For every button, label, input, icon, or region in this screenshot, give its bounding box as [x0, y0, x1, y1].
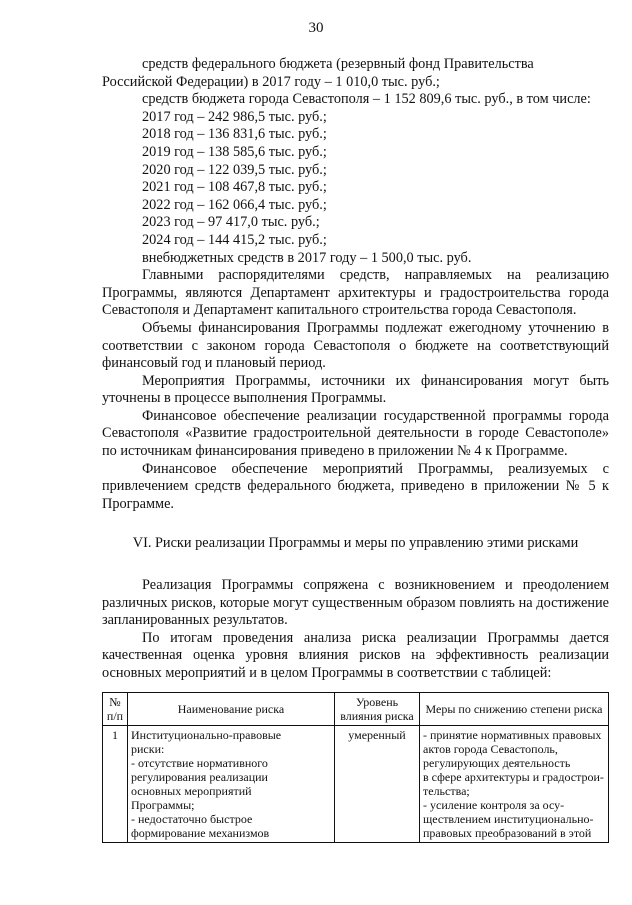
paragraph-risks-intro: Реализация Программы сопряжена с возникновением и преодолением различных рисков, которые могут существенным образом повлиять на достижение запланированных результатов. [102, 577, 609, 629]
measure-line: правовых преобразований в этой [423, 826, 592, 840]
paragraph-main-managers: Главными распорядителями средств, направляемых на реализацию Программы, являются Департамент архитектуры и градостроительства города Севастополя и Департамент капитального строительства города Севастополя. [102, 267, 609, 319]
risk-name-line: Институционально-правовые [131, 728, 282, 742]
paragraph-measures-sources: Мероприятия Программы, источники их финансирования могут быть уточнены в процессе выполнения Программы. [102, 372, 609, 407]
row-risk-level: умеренный [335, 726, 420, 843]
header-num: № п/п [103, 693, 128, 726]
extrabudget-funding: внебюджетных средств в 2017 году – 1 500,0 тыс. руб. [142, 249, 472, 266]
table-row [103, 726, 609, 843]
risk-name-line: - недостаточно быстрое [131, 812, 253, 826]
risk-name-line: формирование механизмов [131, 826, 270, 840]
risk-table [102, 692, 609, 843]
year-2018: 2018 год – 136 831,6 тыс. руб.; [142, 126, 327, 143]
paragraph-appendix-5: Финансовое обеспечение мероприятий Программы, реализуемых с привлечением средств федерального бюджета, приведено в приложении № 5 к Программе. [102, 460, 609, 512]
measure-line: - принятие нормативных правовых [423, 728, 602, 742]
city-budget-total: средств бюджета города Севастополя – 1 152 809,6 тыс. руб., в том числе: [142, 91, 591, 108]
year-2017: 2017 год – 242 986,5 тыс. руб.; [142, 108, 327, 125]
paragraph-funding-volumes: Объемы финансирования Программы подлежат ежегодному уточнению в соответствии с законом города Севастополя о бюджете на соответствующий финансовый год и плановый период. [102, 319, 609, 372]
header-risk-name: Наименование риска [128, 693, 335, 726]
row-measures [420, 726, 609, 843]
measure-line: ществлением институционально- [423, 812, 594, 826]
row-risk-name [128, 726, 335, 843]
measure-line: тельства; [423, 784, 470, 798]
document-body [102, 56, 609, 683]
year-2021: 2021 год – 108 467,8 тыс. руб.; [142, 179, 327, 196]
risk-name-line: Программы; [131, 798, 195, 812]
section-heading: VI. Риски реализации Программы и меры по управлению этими рисками [132, 535, 579, 552]
year-2022: 2022 год – 162 066,4 тыс. руб.; [142, 196, 327, 213]
measure-line: регулирующих деятельность [423, 756, 571, 770]
risk-table-header [103, 693, 609, 726]
measure-line: актов города Севастополь, [423, 742, 558, 756]
federal-funding-line2: Российской Федерации) в 2017 году – 1 010,0 тыс. руб.; [102, 73, 440, 90]
header-measures: Меры по снижению степени риска [420, 693, 609, 726]
risk-name-line: основных мероприятий [131, 784, 252, 798]
header-risk-level: Уровень влияния риска [335, 693, 420, 726]
federal-funding-line1: средств федерального бюджета (резервный фонд Правительства [142, 56, 534, 72]
risk-name-line: регулирования реализации [131, 770, 268, 784]
year-2020: 2020 год – 122 039,5 тыс. руб.; [142, 161, 327, 178]
year-2024: 2024 год – 144 415,2 тыс. руб.; [142, 231, 327, 248]
risk-name-line: - отсутствие нормативного [131, 756, 268, 770]
year-2019: 2019 год – 138 585,6 тыс. руб.; [142, 143, 327, 160]
year-2023: 2023 год – 97 417,0 тыс. руб.; [142, 214, 320, 231]
paragraph-risk-analysis: По итогам проведения анализа риска реализации Программы дается качественная оценка уровня влияния рисков на эффективность реализации основных мероприятий и в целом Программы в соответствии с таблицей: [102, 629, 609, 681]
page-number: 30 [308, 20, 324, 36]
paragraph-appendix-4: Финансовое обеспечение реализации государственной программы города Севастополя «Развитие градостроительной деятельности в городе Севастополе» по источникам финансирования приведено в приложении № 4 к Программе. [102, 407, 609, 460]
measure-line: - усиление контроля за осу- [423, 798, 565, 812]
measure-line: в сфере архитектуры и градострои- [423, 770, 604, 784]
row-num: 1 [103, 726, 128, 843]
risk-name-line: риски: [131, 742, 165, 756]
